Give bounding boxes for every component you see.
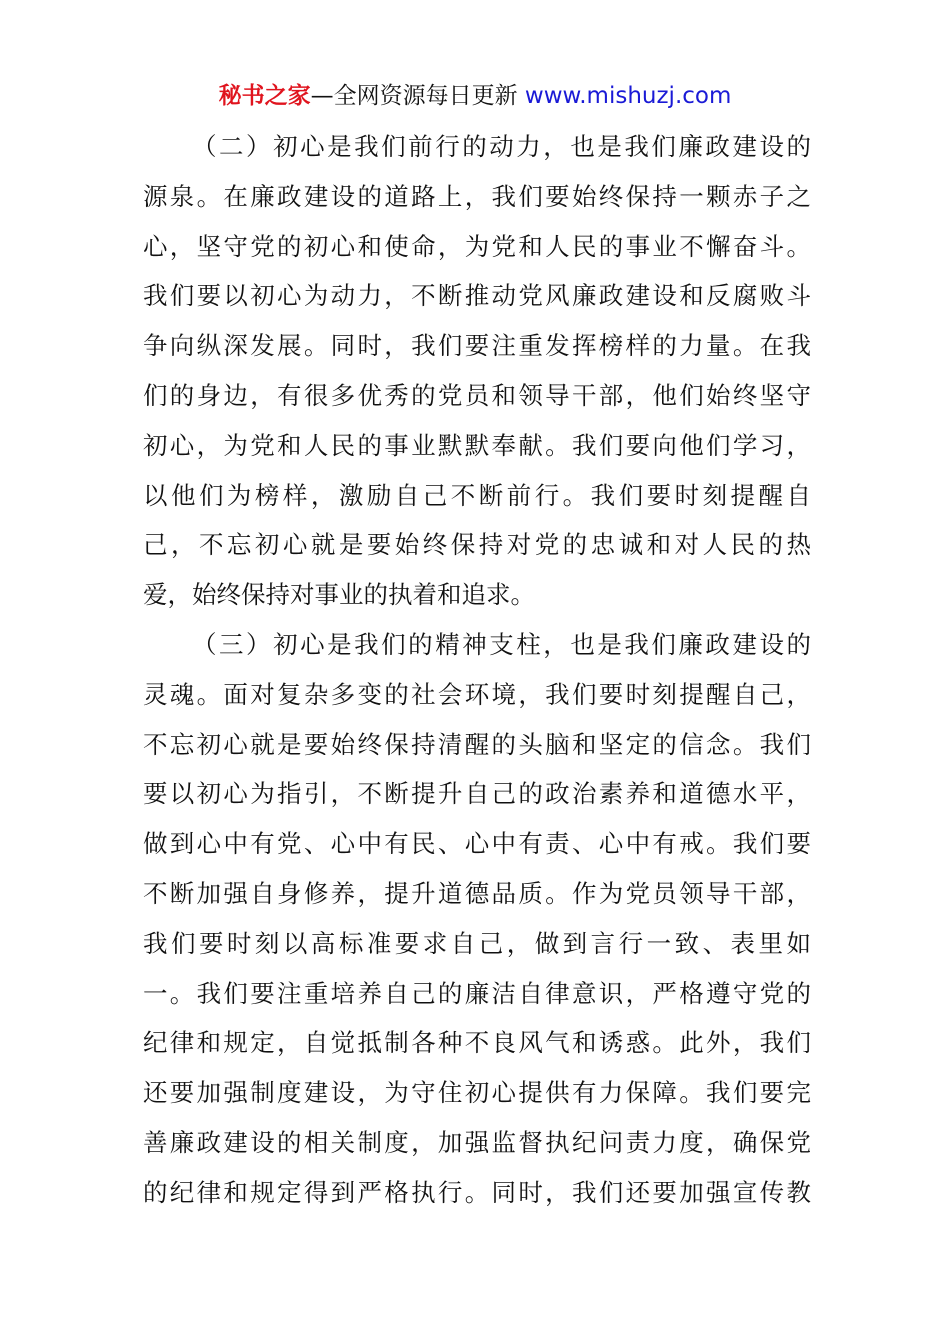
text-line: 的纪律和规定得到严格执行。同时，我们还要加强宣传教 [143, 1177, 811, 1207]
site-tagline: —全网资源每日更新 [310, 83, 518, 109]
site-brand: 秘书之家 [218, 83, 311, 109]
text-line: 不忘初心就是要始终保持清醒的头脑和坚定的信念。我们 [143, 729, 811, 759]
text-line: 们的身边，有很多优秀的党员和领导干部，他们始终坚守 [143, 380, 811, 410]
page-header [0, 80, 950, 112]
site-url-link[interactable]: www.mishuzj.com [524, 83, 732, 109]
text-line: 我们要时刻以高标准要求自己，做到言行一致、表里如 [143, 928, 811, 958]
text-line: 源泉。在廉政建设的道路上，我们要始终保持一颗赤子之 [143, 181, 811, 211]
text-line: 还要加强制度建设，为守住初心提供有力保障。我们要完 [143, 1078, 811, 1108]
text-line: 做到心中有党、心中有民、心中有责、心中有戒。我们要 [143, 829, 811, 859]
text-line: 我们要以初心为动力，不断推动党风廉政建设和反腐败斗 [143, 281, 811, 311]
text-line: 初心，为党和人民的事业默默奉献。我们要向他们学习， [143, 430, 811, 460]
document-body [143, 122, 811, 1218]
text-line: 不断加强自身修养，提升道德品质。作为党员领导干部， [143, 878, 811, 908]
text-line: 纪律和规定，自觉抵制各种不良风气和诱惑。此外，我们 [143, 1028, 811, 1058]
text-line: 心，坚守党的初心和使命，为党和人民的事业不懈奋斗。 [143, 231, 811, 261]
text-line: 善廉政建设的相关制度，加强监督执纪问责力度，确保党 [143, 1127, 811, 1157]
text-line: （三）初心是我们的精神支柱，也是我们廉政建设的 [192, 629, 811, 659]
text-line: 灵魂。面对复杂多变的社会环境，我们要时刻提醒自己， [143, 679, 811, 709]
text-line: （二）初心是我们前行的动力，也是我们廉政建设的 [192, 132, 811, 161]
text-line: 以他们为榜样，激励自己不断前行。我们要时刻提醒自 [143, 480, 811, 510]
text-line: 一。我们要注重培养自己的廉洁自律意识，严格遵守党的 [143, 978, 811, 1008]
text-line: 己，不忘初心就是要始终保持对党的忠诚和对人民的热 [143, 530, 811, 560]
text-line: 要以初心为指引，不断提升自己的政治素养和道德水平， [143, 779, 811, 809]
text-line: 争向纵深发展。同时，我们要注重发挥榜样的力量。在我 [143, 331, 811, 361]
text-line: 爱，始终保持对事业的执着和追求。 [143, 580, 535, 610]
